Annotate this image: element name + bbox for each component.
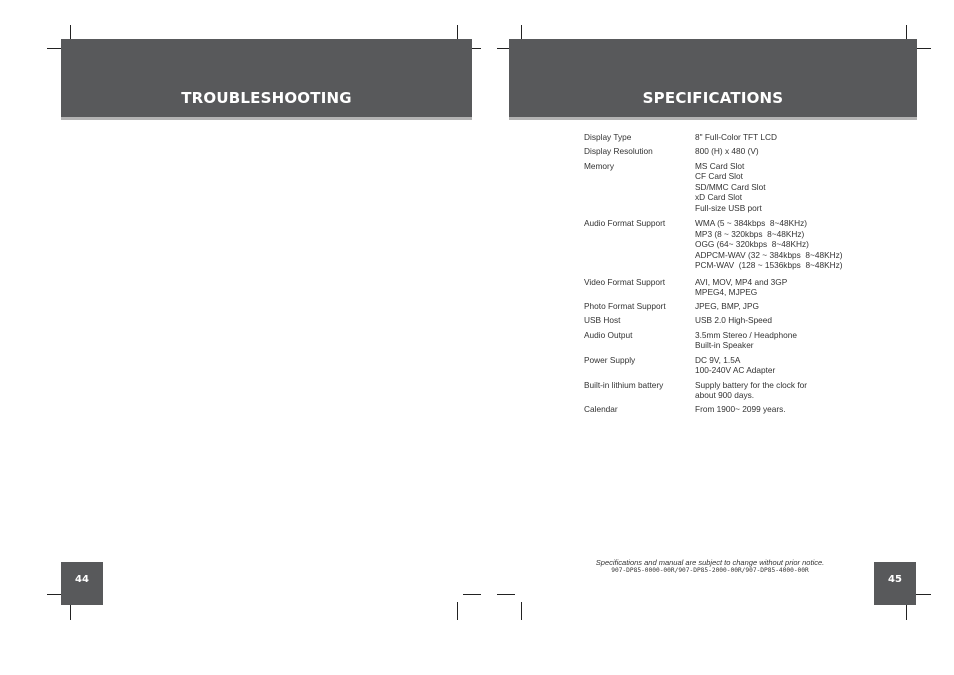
crop-mark xyxy=(521,602,522,620)
spec-label: Audio Output xyxy=(584,329,633,340)
spec-value: PCM-WAV (128 ~ 1536kbps 8~48KHz) xyxy=(695,260,843,270)
crop-mark xyxy=(497,594,515,595)
spec-value: 3.5mm Stereo / Headphone xyxy=(695,329,797,340)
spec-values xyxy=(695,355,884,376)
spec-label: Display Type xyxy=(584,132,632,142)
spec-value: USB 2.0 High-Speed xyxy=(695,315,773,325)
spec-row xyxy=(584,355,884,376)
spec-value: Built-in Speaker xyxy=(695,340,754,350)
page-number: 45 xyxy=(888,574,902,585)
spec-label: Memory xyxy=(584,160,614,171)
spec-value: 800 (H) x 480 (V) xyxy=(695,146,759,156)
crop-mark xyxy=(463,594,481,595)
spec-label: Photo Format Support xyxy=(584,300,666,311)
spec-row xyxy=(584,161,884,214)
footer-note: Specifications and manual are subject to change without prior notice. xyxy=(595,558,825,567)
spec-row xyxy=(584,315,884,326)
spec-value: 100-240V AC Adapter xyxy=(695,365,776,375)
spec-value: DC 9V, 1.5A xyxy=(695,354,741,365)
spec-label: USB Host xyxy=(584,315,621,325)
spec-value: JPEG, BMP, JPG xyxy=(695,300,759,311)
spec-values xyxy=(695,146,884,157)
spec-row xyxy=(584,404,884,415)
spec-value: Full-size USB port xyxy=(695,202,762,213)
spec-values xyxy=(695,218,884,271)
specifications-table xyxy=(584,132,884,414)
spec-row xyxy=(584,301,884,312)
spec-values xyxy=(695,132,884,143)
spec-value: SD/MMC Card Slot xyxy=(695,181,766,192)
spec-row xyxy=(584,132,884,143)
spec-value: OGG (64~ 320kbps 8~48KHz) xyxy=(695,239,809,249)
left-page-header xyxy=(61,39,472,120)
spec-values xyxy=(695,380,884,401)
spec-row xyxy=(584,380,884,401)
page-title: SPECIFICATIONS xyxy=(642,89,784,107)
spec-label: Display Resolution xyxy=(584,146,653,156)
spec-value: xD Card Slot xyxy=(695,192,743,202)
spec-values xyxy=(695,315,884,326)
right-page-header xyxy=(509,39,917,120)
spec-row xyxy=(584,330,884,351)
spec-value: MS Card Slot xyxy=(695,160,745,171)
spec-value: CF Card Slot xyxy=(695,171,743,181)
spec-row xyxy=(584,277,884,298)
spec-label: Calendar xyxy=(584,403,618,414)
spec-value: ADPCM-WAV (32 ~ 384kbps 8~48KHz) xyxy=(695,249,843,260)
spec-value: MP3 (8 ~ 320kbps 8~48KHz) xyxy=(695,228,805,239)
spec-values xyxy=(695,404,884,415)
page-number-tab xyxy=(874,562,916,605)
spec-value: From 1900~ 2099 years. xyxy=(695,403,786,414)
page-number: 44 xyxy=(75,574,89,585)
spec-values xyxy=(695,330,884,351)
spec-value: WMA (5 ~ 384kbps 8~48KHz) xyxy=(695,218,808,228)
spec-label: Built-in lithium battery xyxy=(584,379,664,390)
spec-value: AVI, MOV, MP4 and 3GP xyxy=(695,276,788,287)
page-title: TROUBLESHOOTING xyxy=(181,89,352,107)
spec-value: MPEG4, MJPEG xyxy=(695,287,758,297)
page-number-tab xyxy=(61,562,103,605)
spec-values xyxy=(695,277,884,298)
spec-value: 8" Full-Color TFT LCD xyxy=(695,132,777,142)
spec-row xyxy=(584,218,884,271)
spec-value: about 900 days. xyxy=(695,390,755,400)
spec-label: Audio Format Support xyxy=(584,218,666,228)
spec-label: Video Format Support xyxy=(584,276,666,287)
spec-label: Power Supply xyxy=(584,354,636,365)
spec-values xyxy=(695,161,884,214)
part-numbers: 907-DP85-0000-00R/907-DP85-2000-00R/907-DP85-4000-00R xyxy=(611,567,809,574)
spec-values xyxy=(695,301,884,312)
spec-value: Supply battery for the clock for xyxy=(695,379,808,390)
spec-row xyxy=(584,146,884,157)
crop-mark xyxy=(457,602,458,620)
